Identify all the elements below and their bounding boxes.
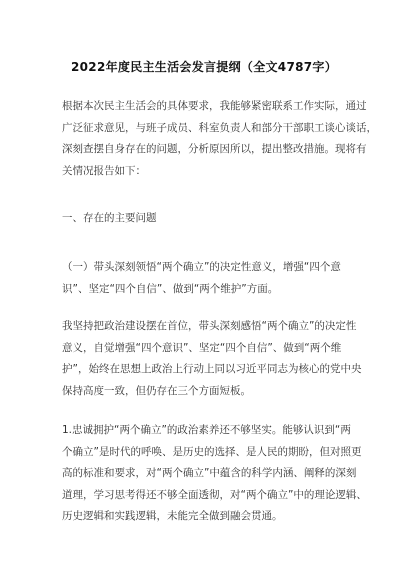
intro-line: 根据本次民主生活会的具体要求，我能够紧密联系工作实际，通过 <box>62 100 367 112</box>
paragraph-line: 个确立”是时代的呼唤、是历史的选择、是人民的期盼，但对照更 <box>62 445 362 458</box>
body-paragraph-3 <box>62 420 367 528</box>
paragraph-line: 高的标准和要求，对“两个确立”中蕴含的科学内涵、阐释的深刻 <box>62 467 357 479</box>
subsection-line: （一）带头深刻领悟“两个确立”的决定性意义，增强“四个意 <box>62 261 341 273</box>
paragraph-line: 意义，自觉增强“四个意识”、坚定“四个自信”、做到“两个维 <box>62 341 342 354</box>
paragraph-line: 1.忠诚拥护“两个确立”的政治素养还不够坚实。能够认识到“两 <box>62 424 351 436</box>
body-paragraph-2 <box>62 316 362 402</box>
subsection-line: 识”、坚定“四个自信”、做到“两个维护”方面。 <box>62 282 279 295</box>
document-title: 2022年度民主生活会发言提纲（全文4787字） <box>71 60 337 74</box>
paragraph-line: 保持高度一致，但仍存在三个方面短板。 <box>62 384 251 397</box>
intro-line: 深刻查摆自身存在的问题，分析原因所以，提出整改措施。现将有 <box>62 143 367 155</box>
paragraph-line: 护”，始终在思想上政治上行动上同以习近平同志为核心的党中央 <box>62 363 362 375</box>
subsection-heading <box>62 257 354 300</box>
paragraph-line: 我坚持把政治建设摆在首位，带头深刻感悟“两个确立”的决定性 <box>62 320 357 332</box>
intro-paragraph <box>62 96 377 182</box>
paragraph-line: 道理，学习思考得还不够全面透彻，对“两个确立”中的理论逻辑、 <box>62 488 367 501</box>
intro-line: 关情况报告如下： <box>62 164 146 177</box>
intro-line: 广泛征求意见，与班子成员、科室负责人和部分干部职工谈心谈话， <box>62 121 377 134</box>
section-heading: 一、存在的主要问题 <box>62 212 157 224</box>
paragraph-line: 历史逻辑和实践逻辑，未能完全做到融会贯通。 <box>62 510 283 522</box>
